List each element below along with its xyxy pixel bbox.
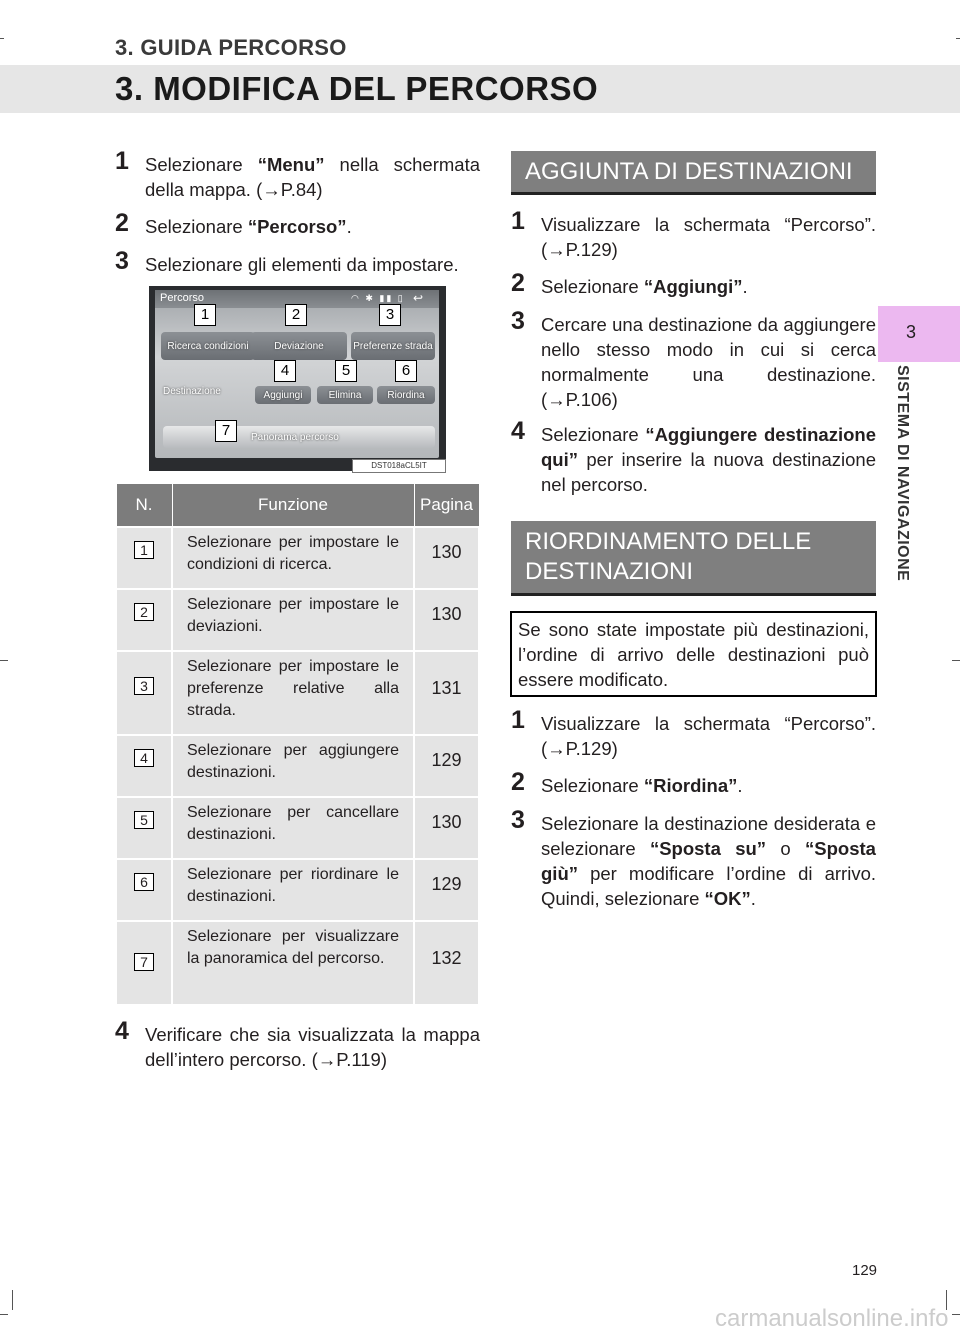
step-4 — [115, 1017, 480, 1074]
step-number: 1 — [511, 706, 525, 734]
aggiunta-heading: AGGIUNTA DI DESTINAZIONI — [511, 151, 876, 195]
row-number: 2 — [134, 603, 154, 621]
step-text: . — [750, 888, 756, 909]
step-text: o — [766, 838, 806, 859]
row-number: 4 — [134, 749, 154, 767]
step-keyword: “Aggiungere destinazione qui” — [541, 424, 876, 470]
row-page: 129 — [414, 735, 479, 797]
row-number: 5 — [134, 811, 154, 829]
row-page: 130 — [414, 589, 479, 651]
step-text: Selezionare — [541, 424, 646, 445]
step-text: Selezionare — [145, 216, 248, 237]
table-row — [116, 651, 479, 735]
step-number: 3 — [511, 307, 525, 335]
section-title: 3. GUIDA PERCORSO — [115, 35, 347, 60]
step-number: 4 — [511, 417, 525, 445]
panorama-button: Panorama percorso — [163, 426, 435, 448]
step-text: Selezionare — [541, 775, 644, 796]
row-function: Selezionare per impostare le preferenze relative alla strada. — [172, 651, 414, 735]
riordino-note: Se sono state impostate più destinazioni, l’ordine di arrivo delle destinazioni può essere modificato. — [510, 611, 877, 697]
crop-mark — [956, 38, 960, 39]
step-number: 4 — [115, 1017, 129, 1045]
page-number: 129 — [852, 1262, 878, 1279]
row-page: 129 — [414, 859, 479, 921]
chapter-tab — [878, 306, 960, 362]
aggiunta-step-1 — [511, 207, 876, 264]
row-number: 6 — [134, 873, 154, 891]
step-text: Visualizzare la schermata “Percorso”. (→P.129) — [541, 713, 876, 759]
table-row — [116, 797, 479, 859]
crop-mark — [952, 1314, 960, 1315]
column-header: N. — [116, 484, 172, 528]
step-text: per modificare l’ordine di arrivo. Quindi, selezionare — [541, 863, 876, 909]
step-keyword: “Sposta giù” — [541, 838, 876, 884]
aggiunta-step-3 — [511, 307, 876, 414]
crop-mark — [0, 38, 4, 39]
step-number: 1 — [511, 207, 525, 235]
crop-mark — [12, 1290, 13, 1310]
callout-2: 2 — [285, 304, 307, 326]
aggiunta-step-4 — [511, 417, 876, 500]
callout-6: 6 — [395, 360, 417, 382]
step-text: . — [742, 276, 748, 297]
route-screen-illustration — [149, 286, 446, 471]
watermark: carmanualsonline.info — [715, 1305, 949, 1332]
step-keyword: “Riordina” — [643, 775, 738, 796]
step-keyword: “OK” — [704, 888, 751, 909]
step-text: . — [346, 216, 352, 237]
ricerca-button: Ricerca condizioni — [161, 332, 255, 360]
riordina-button: Riordina — [377, 386, 435, 404]
riordino-heading: RIORDINAMENTO DELLE DESTINAZIONI — [511, 521, 876, 596]
step-text: Visualizzare la schermata “Percorso”. (→P.129) — [541, 214, 876, 260]
step-1 — [115, 147, 481, 204]
row-page: 130 — [414, 527, 479, 589]
table-row — [116, 527, 479, 589]
row-number: 1 — [134, 541, 154, 559]
callout-5: 5 — [335, 360, 357, 382]
aggiunta-step-2 — [511, 269, 876, 300]
crop-mark — [952, 660, 960, 661]
row-function: Selezionare per impostare le deviazioni. — [172, 589, 414, 651]
row-function: Selezionare per aggiungere destinazioni. — [172, 735, 414, 797]
row-number: 7 — [134, 953, 154, 971]
back-icon: ↩ — [413, 291, 424, 305]
step-text: Selezionare — [541, 276, 644, 297]
step-text: Selezionare la destinazione desiderata e selezionare — [541, 813, 876, 859]
step-text: Cercare una destinazione da aggiungere nello stesso modo in cui si cerca normalmente una destinazione. (→P.106) — [541, 314, 876, 410]
crop-mark — [0, 1314, 8, 1315]
row-function: Selezionare per visualizzare la panoramica del percorso. — [172, 921, 414, 1005]
functions-table — [115, 483, 480, 1006]
step-3 — [115, 247, 480, 278]
riordino-step-1 — [511, 706, 876, 763]
step-text: per inserire la nuova destinazione nel percorso. — [541, 449, 876, 495]
step-text: Verificare che sia visualizzata la mappa dell’intero percorso. (→P.119) — [145, 1024, 480, 1070]
column-header: Pagina — [414, 484, 479, 528]
step-keyword: “Aggiungi” — [643, 276, 743, 297]
callout-3: 3 — [379, 304, 401, 326]
page-title: 3. MODIFICA DEL PERCORSO — [115, 70, 599, 107]
step-keyword: “Sposta su” — [649, 838, 767, 859]
step-number: 2 — [511, 269, 525, 297]
row-page: 131 — [414, 651, 479, 735]
table-header-row — [116, 484, 479, 528]
chapter-label: SISTEMA DI NAVIGAZIONE — [894, 365, 911, 582]
riordino-step-2 — [511, 768, 876, 799]
step-number: 2 — [115, 209, 129, 237]
status-icons: ◠ ✱ ▮▮ ▯ — [351, 293, 405, 303]
illustration-code: DST018aCL5IT — [352, 459, 446, 473]
chapter-label-box — [893, 365, 923, 615]
table-row — [116, 859, 479, 921]
deviazione-button: Deviazione — [251, 332, 347, 360]
step-number: 3 — [115, 247, 129, 275]
step-number: 1 — [115, 147, 129, 175]
step-2 — [115, 209, 480, 240]
table-row — [116, 589, 479, 651]
riordino-step-3 — [511, 806, 876, 913]
row-page: 132 — [414, 921, 479, 1005]
row-function: Selezionare per impostare le condizioni di ricerca. — [172, 527, 414, 589]
step-number: 3 — [511, 806, 525, 834]
step-text: Selezionare — [145, 154, 258, 175]
column-header: Funzione — [172, 484, 414, 528]
step-text: nella schermata della mappa. (→P.84) — [145, 154, 481, 200]
step-text: Selezionare gli elementi da impostare. — [145, 254, 459, 275]
preferenze-button: Preferenze strada — [351, 332, 435, 360]
step-number: 2 — [511, 768, 525, 796]
row-number: 3 — [134, 677, 154, 695]
step-keyword: “Menu” — [257, 154, 325, 175]
row-function: Selezionare per riordinare le destinazioni. — [172, 859, 414, 921]
step-text: . — [737, 775, 743, 796]
aggiungi-button: Aggiungi — [255, 386, 311, 404]
row-page: 130 — [414, 797, 479, 859]
row-function: Selezionare per cancellare destinazioni. — [172, 797, 414, 859]
elimina-button: Elimina — [317, 386, 373, 404]
destinazione-label: Destinazione — [163, 386, 221, 397]
step-keyword: “Percorso” — [247, 216, 347, 237]
table-row — [116, 921, 479, 1005]
crop-mark — [0, 660, 8, 661]
callout-1: 1 — [194, 304, 216, 326]
callout-4: 4 — [274, 360, 296, 382]
screen-title: Percorso — [160, 292, 205, 304]
table-row — [116, 735, 479, 797]
callout-7: 7 — [215, 420, 237, 442]
chapter-number: 3 — [906, 322, 917, 342]
